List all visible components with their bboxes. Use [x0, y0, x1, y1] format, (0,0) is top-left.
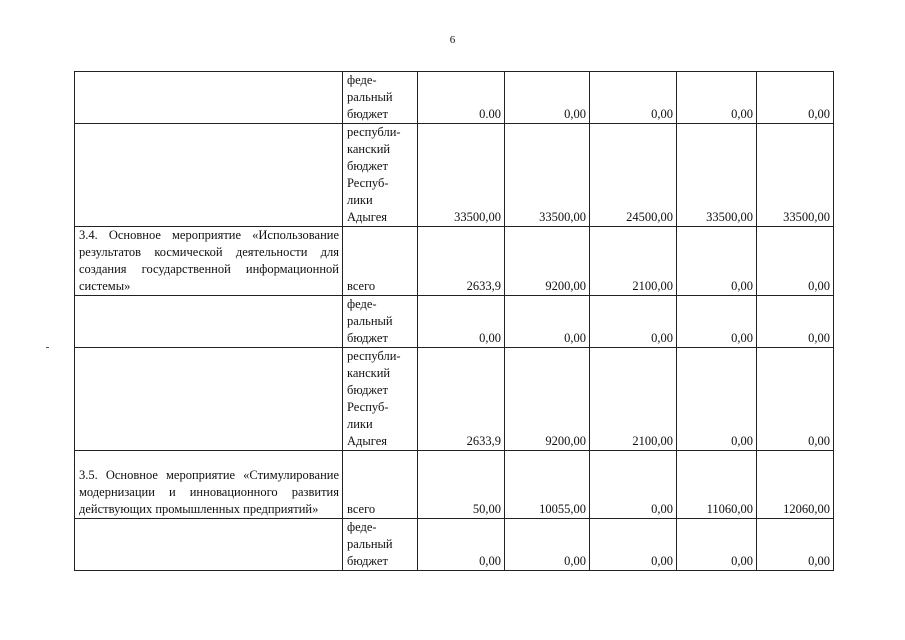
activity-description: 3.4. Основное мероприятие «Использование результатов космической деятельности для создания государственной информационной системы» — [75, 227, 343, 296]
funding-source-line: бюджет — [347, 554, 388, 568]
funding-source — [343, 296, 418, 348]
activity-description — [75, 296, 343, 348]
amount-cell: 0,00 — [757, 519, 834, 571]
amount-cell: 24500,00 — [590, 124, 677, 227]
funding-source — [343, 227, 418, 296]
funding-source-line: бюджет — [347, 331, 388, 345]
table-row — [75, 227, 834, 296]
amount-cell: 9200,00 — [505, 348, 590, 451]
amount-cell: 33500,00 — [757, 124, 834, 227]
funding-source-line: всего — [347, 502, 376, 516]
scan-artifact — [46, 347, 49, 348]
activity-description — [75, 72, 343, 124]
funding-source-line: Адыгея — [347, 210, 388, 224]
amount-cell: 33500,00 — [505, 124, 590, 227]
funding-source-line: республи- — [347, 349, 401, 363]
funding-source-line: всего — [347, 279, 376, 293]
amount-cell: 0.00 — [418, 72, 505, 124]
amount-cell: 0,00 — [757, 227, 834, 296]
amount-cell: 0,00 — [418, 296, 505, 348]
funding-source-line: феде- — [347, 520, 377, 534]
amount-cell: 0,00 — [677, 519, 757, 571]
funding-source-line: феде- — [347, 297, 377, 311]
amount-cell: 0,00 — [590, 72, 677, 124]
amount-cell: 2633,9 — [418, 348, 505, 451]
amount-cell: 0,00 — [757, 296, 834, 348]
amount-cell: 0,00 — [677, 296, 757, 348]
amount-cell: 12060,00 — [757, 451, 834, 519]
activity-description: 3.5. Основное мероприятие «Стимулирование модернизации и инновационного развития действующих промышленных предприятий» — [75, 451, 343, 519]
funding-source-line: феде- — [347, 73, 377, 87]
funding-source-line: бюджет — [347, 107, 388, 121]
table-row — [75, 348, 834, 451]
funding-source-line: республи- — [347, 125, 401, 139]
amount-cell: 0,00 — [590, 451, 677, 519]
activity-description — [75, 519, 343, 571]
funding-source-line: бюджет — [347, 383, 388, 397]
funding-source-line: Адыгея — [347, 434, 388, 448]
funding-source-line: лики — [347, 193, 373, 207]
table-row — [75, 124, 834, 227]
amount-cell: 0,00 — [757, 348, 834, 451]
amount-cell: 9200,00 — [505, 227, 590, 296]
amount-cell: 50,00 — [418, 451, 505, 519]
amount-cell: 0,00 — [677, 348, 757, 451]
amount-cell: 10055,00 — [505, 451, 590, 519]
amount-cell: 0,00 — [757, 72, 834, 124]
funding-source-line: лики — [347, 417, 373, 431]
funding-source — [343, 72, 418, 124]
funding-source-line: канский — [347, 366, 391, 380]
amount-cell: 0,00 — [505, 519, 590, 571]
funding-source-line: ральный — [347, 314, 393, 328]
table-row — [75, 296, 834, 348]
amount-cell: 0,00 — [505, 296, 590, 348]
budget-table — [74, 71, 834, 571]
table-row — [75, 451, 834, 519]
funding-source — [343, 124, 418, 227]
amount-cell: 0,00 — [677, 227, 757, 296]
amount-cell: 2100,00 — [590, 227, 677, 296]
amount-cell: 33500,00 — [677, 124, 757, 227]
funding-source-line: Респуб- — [347, 400, 389, 414]
funding-source-line: Респуб- — [347, 176, 389, 190]
amount-cell: 0,00 — [677, 72, 757, 124]
funding-source-line: ральный — [347, 90, 393, 104]
table-row — [75, 519, 834, 571]
amount-cell: 11060,00 — [677, 451, 757, 519]
amount-cell: 2633,9 — [418, 227, 505, 296]
table-row — [75, 72, 834, 124]
funding-source — [343, 451, 418, 519]
activity-description — [75, 348, 343, 451]
amount-cell: 33500,00 — [418, 124, 505, 227]
funding-source-line: канский — [347, 142, 391, 156]
funding-source-line: бюджет — [347, 159, 388, 173]
amount-cell: 0,00 — [590, 519, 677, 571]
amount-cell: 0,00 — [418, 519, 505, 571]
page-number: 6 — [449, 34, 456, 46]
amount-cell: 0,00 — [505, 72, 590, 124]
funding-source — [343, 519, 418, 571]
activity-description — [75, 124, 343, 227]
funding-source — [343, 348, 418, 451]
funding-source-line: ральный — [347, 537, 393, 551]
amount-cell: 0,00 — [590, 296, 677, 348]
amount-cell: 2100,00 — [590, 348, 677, 451]
